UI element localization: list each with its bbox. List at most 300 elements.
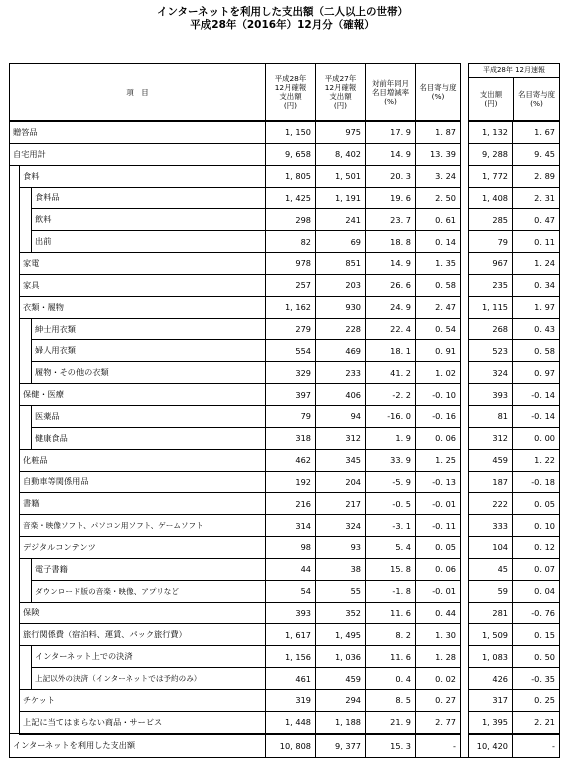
table-row xyxy=(10,493,560,515)
header-text-c3: 対前年同月 名目増減率 (%) xyxy=(372,78,409,106)
value-cell: -0. 76 xyxy=(513,602,560,624)
value-cell: 352 xyxy=(316,602,366,624)
indent-cell xyxy=(20,427,32,449)
value-cell: 8. 5 xyxy=(366,689,416,711)
indent-cell xyxy=(10,493,20,515)
indent-cell xyxy=(20,646,32,668)
column-gap xyxy=(461,296,469,318)
value-cell: 18. 8 xyxy=(366,231,416,253)
indent-cell xyxy=(10,231,20,253)
row-label: 電子書籍 xyxy=(32,558,266,580)
value-cell: 14. 9 xyxy=(366,253,416,275)
indent-cell xyxy=(10,274,20,296)
value-cell: 19. 6 xyxy=(366,187,416,209)
row-label: 上記に当てはまらない商品・サービス xyxy=(20,711,266,733)
value-cell: 0. 07 xyxy=(513,558,560,580)
value-cell: 98 xyxy=(266,537,316,559)
value-cell: 0. 12 xyxy=(513,537,560,559)
table-row xyxy=(10,296,560,318)
value-cell: 23. 7 xyxy=(366,209,416,231)
value-cell: 0. 14 xyxy=(416,231,461,253)
value-cell: 314 xyxy=(266,515,316,537)
value-cell: 0. 10 xyxy=(513,515,560,537)
value-cell: 0. 4 xyxy=(366,668,416,690)
indent-cell xyxy=(10,580,20,602)
table-row xyxy=(10,711,560,733)
value-cell: 0. 06 xyxy=(416,558,461,580)
value-cell: 93 xyxy=(316,537,366,559)
value-cell: 329 xyxy=(266,362,316,384)
column-gap xyxy=(461,340,469,362)
header-yoy-rate xyxy=(366,64,416,122)
value-cell: 192 xyxy=(266,471,316,493)
value-cell: 38 xyxy=(316,558,366,580)
value-cell: 461 xyxy=(266,668,316,690)
column-gap xyxy=(461,471,469,493)
table-row xyxy=(10,209,560,231)
indent-cell xyxy=(20,668,32,690)
column-gap xyxy=(461,253,469,275)
value-cell: -0. 13 xyxy=(416,471,461,493)
row-label: インターネット上での決済 xyxy=(32,646,266,668)
row-label: 食料 xyxy=(20,165,266,187)
value-cell: 1. 87 xyxy=(416,121,461,143)
value-cell: 1. 22 xyxy=(513,449,560,471)
value-cell: 204 xyxy=(316,471,366,493)
indent-cell xyxy=(10,711,20,733)
value-cell: 0. 34 xyxy=(513,274,560,296)
value-cell: 285 xyxy=(469,209,513,231)
table-row xyxy=(10,231,560,253)
value-cell: 203 xyxy=(316,274,366,296)
value-cell: 2. 77 xyxy=(416,711,461,733)
table-row xyxy=(10,253,560,275)
row-label: 医薬品 xyxy=(32,405,266,427)
table-row xyxy=(10,537,560,559)
value-cell: 1, 156 xyxy=(266,646,316,668)
row-label: 保健・医療 xyxy=(20,384,266,406)
column-gap xyxy=(461,405,469,427)
value-cell: 281 xyxy=(469,602,513,624)
value-cell: -0. 01 xyxy=(416,493,461,515)
value-cell: 1, 425 xyxy=(266,187,316,209)
value-cell: 1. 9 xyxy=(366,427,416,449)
value-cell: 216 xyxy=(266,493,316,515)
value-cell: 13. 39 xyxy=(416,143,461,165)
row-label: 自宅用計 xyxy=(10,143,266,165)
indent-cell xyxy=(10,209,20,231)
column-gap xyxy=(461,515,469,537)
value-cell: 462 xyxy=(266,449,316,471)
column-gap xyxy=(461,624,469,646)
value-cell: 10, 808 xyxy=(266,734,316,758)
value-cell: 1, 162 xyxy=(266,296,316,318)
row-label: 贈答品 xyxy=(10,121,266,143)
indent-cell xyxy=(20,187,32,209)
table-row xyxy=(10,558,560,580)
row-label: 衣類・履物 xyxy=(20,296,266,318)
value-cell: -0. 11 xyxy=(416,515,461,537)
value-cell: 0. 97 xyxy=(513,362,560,384)
table-row xyxy=(10,449,560,471)
value-cell: -2. 2 xyxy=(366,384,416,406)
row-label: ダウンロード版の音楽・映像、アプリなど xyxy=(32,580,266,602)
row-label: 化粧品 xyxy=(20,449,266,471)
value-cell: 8. 2 xyxy=(366,624,416,646)
column-gap xyxy=(461,362,469,384)
column-gap xyxy=(461,427,469,449)
indent-cell xyxy=(20,340,32,362)
value-cell: 0. 54 xyxy=(416,318,461,340)
value-cell: 2. 89 xyxy=(513,165,560,187)
value-cell: 217 xyxy=(316,493,366,515)
header-prelim-contribution xyxy=(514,78,559,120)
value-cell: -0. 35 xyxy=(513,668,560,690)
indent-cell xyxy=(10,449,20,471)
value-cell: 44 xyxy=(266,558,316,580)
value-cell: 1. 35 xyxy=(416,253,461,275)
indent-cell xyxy=(10,537,20,559)
value-cell: 967 xyxy=(469,253,513,275)
value-cell: 82 xyxy=(266,231,316,253)
header-text-c1: 平成28年 12月確報 支出額 (円) xyxy=(274,74,307,110)
value-cell: 2. 21 xyxy=(513,711,560,733)
row-label: 上記以外の決済（インターネットでは予約のみ） xyxy=(32,668,266,690)
value-cell: 0. 61 xyxy=(416,209,461,231)
value-cell: 393 xyxy=(469,384,513,406)
value-cell: -1. 8 xyxy=(366,580,416,602)
value-cell: 1, 448 xyxy=(266,711,316,733)
value-cell: 318 xyxy=(266,427,316,449)
value-cell: 459 xyxy=(469,449,513,471)
value-cell: 1, 408 xyxy=(469,187,513,209)
value-cell: - xyxy=(416,734,461,758)
value-cell: 978 xyxy=(266,253,316,275)
value-cell: 975 xyxy=(316,121,366,143)
column-gap xyxy=(461,187,469,209)
value-cell: 187 xyxy=(469,471,513,493)
indent-cell xyxy=(10,668,20,690)
indent-cell xyxy=(20,318,32,340)
column-gap xyxy=(461,602,469,624)
header-text-c2: 平成27年 12月確報 支出額 (円) xyxy=(324,74,357,110)
indent-cell xyxy=(10,602,20,624)
value-cell: 0. 04 xyxy=(513,580,560,602)
row-label: 紳士用衣類 xyxy=(32,318,266,340)
table-row xyxy=(10,384,560,406)
value-cell: 15. 8 xyxy=(366,558,416,580)
column-gap xyxy=(461,165,469,187)
indent-cell xyxy=(20,231,32,253)
table-row xyxy=(10,143,560,165)
value-cell: 851 xyxy=(316,253,366,275)
header-item: 項 目 xyxy=(10,64,266,122)
table-row xyxy=(10,165,560,187)
column-gap xyxy=(461,384,469,406)
table-row xyxy=(10,602,560,624)
value-cell: 268 xyxy=(469,318,513,340)
column-gap xyxy=(461,537,469,559)
value-cell: 22. 4 xyxy=(366,318,416,340)
value-cell: 0. 44 xyxy=(416,602,461,624)
value-cell: -0. 16 xyxy=(416,405,461,427)
value-cell: 11. 6 xyxy=(366,646,416,668)
column-gap xyxy=(461,558,469,580)
value-cell: 233 xyxy=(316,362,366,384)
indent-cell xyxy=(10,427,20,449)
value-cell: 26. 6 xyxy=(366,274,416,296)
indent-cell xyxy=(20,558,32,580)
value-cell: 0. 43 xyxy=(513,318,560,340)
row-label: 家電 xyxy=(20,253,266,275)
page-title: インターネットを利用した支出額（二人以上の世帯） xyxy=(156,6,409,18)
indent-cell xyxy=(10,689,20,711)
table-row xyxy=(10,668,560,690)
value-cell: 1, 805 xyxy=(266,165,316,187)
table-row xyxy=(10,405,560,427)
value-cell: 469 xyxy=(316,340,366,362)
value-cell: 1. 25 xyxy=(416,449,461,471)
indent-cell xyxy=(20,405,32,427)
row-label: 食料品 xyxy=(32,187,266,209)
row-label: チケット xyxy=(20,689,266,711)
column-gap xyxy=(461,493,469,515)
header-preliminary-group xyxy=(469,64,560,122)
value-cell: -0. 5 xyxy=(366,493,416,515)
value-cell: -0. 14 xyxy=(513,405,560,427)
value-cell: 94 xyxy=(316,405,366,427)
value-cell: 24. 9 xyxy=(366,296,416,318)
value-cell: 11. 6 xyxy=(366,602,416,624)
value-cell: 554 xyxy=(266,340,316,362)
value-cell: 241 xyxy=(316,209,366,231)
table-row xyxy=(10,187,560,209)
table-row xyxy=(10,734,560,758)
value-cell: 33. 9 xyxy=(366,449,416,471)
value-cell: 1, 132 xyxy=(469,121,513,143)
indent-cell xyxy=(10,624,20,646)
value-cell: 393 xyxy=(266,602,316,624)
value-cell: 2. 50 xyxy=(416,187,461,209)
value-cell: 0. 58 xyxy=(416,274,461,296)
row-label: 自動車等関係用品 xyxy=(20,471,266,493)
value-cell: 3. 24 xyxy=(416,165,461,187)
value-cell: 0. 11 xyxy=(513,231,560,253)
table-row xyxy=(10,362,560,384)
value-cell: 9, 377 xyxy=(316,734,366,758)
value-cell: 0. 00 xyxy=(513,427,560,449)
value-cell: 1. 28 xyxy=(416,646,461,668)
row-label: インターネットを利用した支出額 xyxy=(10,734,266,758)
row-label: 婦人用衣類 xyxy=(32,340,266,362)
value-cell: 319 xyxy=(266,689,316,711)
value-cell: 228 xyxy=(316,318,366,340)
indent-cell xyxy=(10,646,20,668)
value-cell: 9. 45 xyxy=(513,143,560,165)
value-cell: 0. 27 xyxy=(416,689,461,711)
row-label: 飲料 xyxy=(32,209,266,231)
value-cell: 1, 115 xyxy=(469,296,513,318)
value-cell: 333 xyxy=(469,515,513,537)
value-cell: -0. 14 xyxy=(513,384,560,406)
value-cell: 79 xyxy=(469,231,513,253)
value-cell: 0. 25 xyxy=(513,689,560,711)
indent-cell xyxy=(20,209,32,231)
column-gap xyxy=(461,64,469,122)
value-cell: 0. 58 xyxy=(513,340,560,362)
value-cell: 0. 05 xyxy=(416,537,461,559)
value-cell: -0. 18 xyxy=(513,471,560,493)
row-label: 書籍 xyxy=(20,493,266,515)
value-cell: 20. 3 xyxy=(366,165,416,187)
value-cell: 0. 06 xyxy=(416,427,461,449)
row-label: 家具 xyxy=(20,274,266,296)
indent-cell xyxy=(10,340,20,362)
value-cell: 294 xyxy=(316,689,366,711)
row-label: 音楽・映像ソフト、パソコン用ソフト、ゲームソフト xyxy=(20,515,266,537)
value-cell: 1. 30 xyxy=(416,624,461,646)
value-cell: 345 xyxy=(316,449,366,471)
indent-cell xyxy=(10,318,20,340)
value-cell: -16. 0 xyxy=(366,405,416,427)
indent-cell xyxy=(10,558,20,580)
header-row xyxy=(10,64,560,122)
row-label: 保険 xyxy=(20,602,266,624)
value-cell: 1, 495 xyxy=(316,624,366,646)
value-cell: -3. 1 xyxy=(366,515,416,537)
value-cell: 55 xyxy=(316,580,366,602)
value-cell: 426 xyxy=(469,668,513,690)
table-row xyxy=(10,515,560,537)
value-cell: 5. 4 xyxy=(366,537,416,559)
value-cell: 1, 083 xyxy=(469,646,513,668)
value-cell: 397 xyxy=(266,384,316,406)
value-cell: 324 xyxy=(316,515,366,537)
value-cell: 324 xyxy=(469,362,513,384)
value-cell: 0. 91 xyxy=(416,340,461,362)
expenditure-table xyxy=(9,63,560,758)
value-cell: 298 xyxy=(266,209,316,231)
header-text-c6: 名目寄与度 (%) xyxy=(518,90,555,108)
table-row xyxy=(10,689,560,711)
value-cell: 0. 05 xyxy=(513,493,560,515)
value-cell: 1. 67 xyxy=(513,121,560,143)
indent-cell xyxy=(10,405,20,427)
value-cell: 10, 420 xyxy=(469,734,513,758)
column-gap xyxy=(461,143,469,165)
header-2016-dec xyxy=(266,64,316,122)
value-cell: 81 xyxy=(469,405,513,427)
header-contribution xyxy=(416,64,461,122)
column-gap xyxy=(461,646,469,668)
value-cell: 459 xyxy=(316,668,366,690)
value-cell: 1. 24 xyxy=(513,253,560,275)
header-2015-dec xyxy=(316,64,366,122)
value-cell: 2. 47 xyxy=(416,296,461,318)
value-cell: 0. 02 xyxy=(416,668,461,690)
value-cell: 41. 2 xyxy=(366,362,416,384)
column-gap xyxy=(461,689,469,711)
value-cell: 317 xyxy=(469,689,513,711)
value-cell: 15. 3 xyxy=(366,734,416,758)
indent-cell xyxy=(10,296,20,318)
column-gap xyxy=(461,711,469,733)
value-cell: 79 xyxy=(266,405,316,427)
value-cell: 1, 395 xyxy=(469,711,513,733)
value-cell: -0. 10 xyxy=(416,384,461,406)
header-text-c4: 名目寄与度 (%) xyxy=(419,83,457,101)
column-gap xyxy=(461,231,469,253)
value-cell: 222 xyxy=(469,493,513,515)
indent-cell xyxy=(20,362,32,384)
value-cell: 14. 9 xyxy=(366,143,416,165)
indent-cell xyxy=(10,471,20,493)
value-cell: 1, 150 xyxy=(266,121,316,143)
value-cell: 312 xyxy=(316,427,366,449)
indent-cell xyxy=(10,187,20,209)
value-cell: 9, 658 xyxy=(266,143,316,165)
header-text-c5: 支出額 (円) xyxy=(479,90,503,108)
value-cell: 2. 31 xyxy=(513,187,560,209)
value-cell: 1, 036 xyxy=(316,646,366,668)
column-gap xyxy=(461,580,469,602)
value-cell: 0. 47 xyxy=(513,209,560,231)
value-cell: 1, 772 xyxy=(469,165,513,187)
value-cell: - xyxy=(513,734,560,758)
table-row xyxy=(10,318,560,340)
row-label: 履物・その他の衣類 xyxy=(32,362,266,384)
column-gap xyxy=(461,449,469,471)
value-cell: 312 xyxy=(469,427,513,449)
column-gap xyxy=(461,209,469,231)
value-cell: 1. 97 xyxy=(513,296,560,318)
value-cell: 45 xyxy=(469,558,513,580)
value-cell: 257 xyxy=(266,274,316,296)
value-cell: 21. 9 xyxy=(366,711,416,733)
table-row xyxy=(10,274,560,296)
indent-cell xyxy=(20,580,32,602)
value-cell: 279 xyxy=(266,318,316,340)
indent-cell xyxy=(10,165,20,187)
table-row xyxy=(10,121,560,143)
table-row xyxy=(10,340,560,362)
value-cell: 1. 02 xyxy=(416,362,461,384)
value-cell: 17. 9 xyxy=(366,121,416,143)
value-cell: 69 xyxy=(316,231,366,253)
column-gap xyxy=(461,734,469,758)
value-cell: 1, 501 xyxy=(316,165,366,187)
value-cell: 1, 191 xyxy=(316,187,366,209)
row-label: 出前 xyxy=(32,231,266,253)
table-row xyxy=(10,471,560,493)
page-subtitle: 平成28年（2016年）12月分（確報） xyxy=(190,19,375,31)
table-row xyxy=(10,427,560,449)
value-cell: 1, 509 xyxy=(469,624,513,646)
value-cell: 235 xyxy=(469,274,513,296)
table-row xyxy=(10,646,560,668)
value-cell: 1, 617 xyxy=(266,624,316,646)
value-cell: 8, 402 xyxy=(316,143,366,165)
column-gap xyxy=(461,121,469,143)
row-label: 健康食品 xyxy=(32,427,266,449)
value-cell: 18. 1 xyxy=(366,340,416,362)
indent-cell xyxy=(10,362,20,384)
table-row xyxy=(10,580,560,602)
column-gap xyxy=(461,668,469,690)
value-cell: 930 xyxy=(316,296,366,318)
value-cell: 0. 15 xyxy=(513,624,560,646)
value-cell: 59 xyxy=(469,580,513,602)
